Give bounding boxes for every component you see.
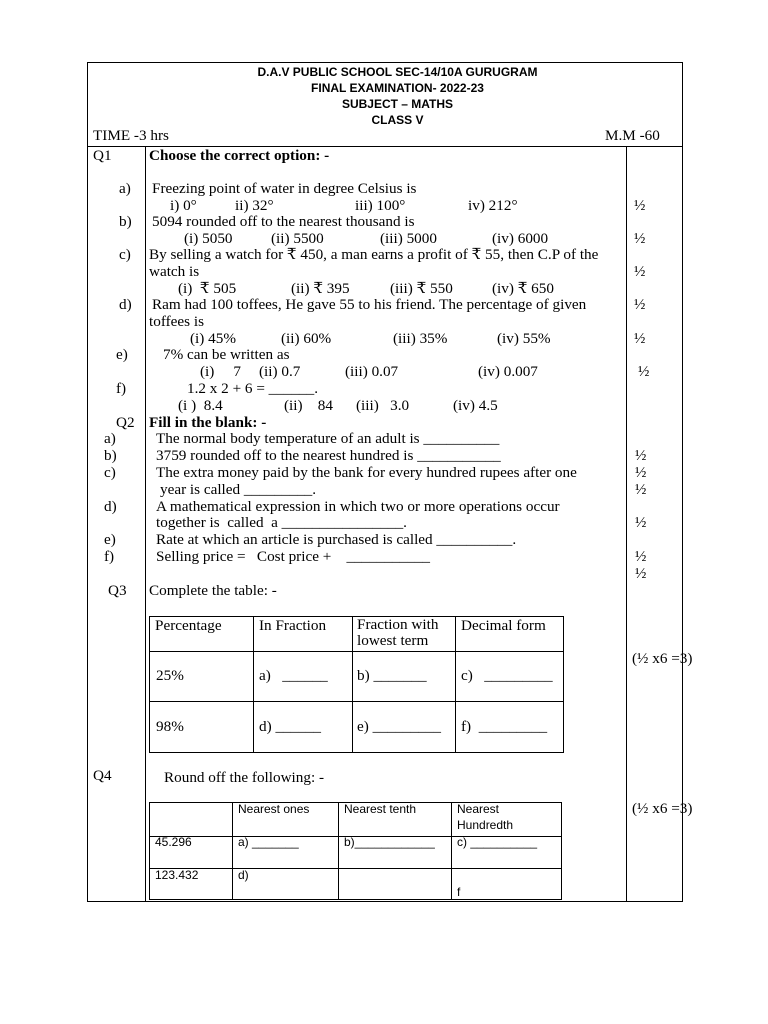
q4-cell: d) xyxy=(238,868,249,882)
q3-cell: c) _________ xyxy=(461,667,553,684)
exam-title: FINAL EXAMINATION- 2022-23 xyxy=(311,81,484,95)
q1c-option-i: (i) ₹ 505 xyxy=(178,280,237,297)
q1a-option-iii: iii) 100° xyxy=(355,197,406,214)
q2-mark: ½ xyxy=(635,464,647,481)
q1-mark: ½ xyxy=(638,363,650,380)
q1e-option-ii: (ii) 0.7 xyxy=(259,363,301,380)
q4-table-column-line xyxy=(451,802,452,900)
q1d-label: d) xyxy=(119,296,132,313)
q4-table-column-line xyxy=(232,802,233,900)
q4-marks: (½ x6 =3) xyxy=(632,800,693,817)
q3-header-percentage: Percentage xyxy=(155,617,222,634)
q2f-question: Selling price = Cost price + ___________ xyxy=(156,548,431,565)
q1d-option-i: (i) 45% xyxy=(190,330,236,347)
q2-mark: ½ xyxy=(635,565,647,582)
q1f-option-ii: (ii) 84 xyxy=(284,397,333,414)
q4-header-nearest-hundredth: Nearest Hundredth xyxy=(457,802,514,832)
q2-number: Q2 xyxy=(116,414,135,431)
q1b-option-iii: (iii) 5000 xyxy=(380,230,437,247)
q1e-option-iii: (iii) 0.07 xyxy=(345,363,399,380)
q1-mark: ½ xyxy=(634,197,646,214)
q4-table-row-line xyxy=(149,868,562,869)
q3-number: Q3 xyxy=(108,582,127,599)
q3-table-column-line xyxy=(352,616,353,753)
q1a-option-i: i) 0° xyxy=(170,197,197,214)
q1b-question: 5094 rounded off to the nearest thousand is xyxy=(152,213,415,230)
q2d-question-line-2: together is called a ________________. xyxy=(156,514,407,531)
q3-cell: f) _________ xyxy=(461,718,548,735)
q1f-option-i: (i ) 8.4 xyxy=(178,397,223,414)
q2-mark: ½ xyxy=(635,447,647,464)
q1d-question-line-1: Ram had 100 toffees, He gave 55 to his friend. The percentage of given xyxy=(152,296,587,313)
q1c-label: c) xyxy=(119,246,131,263)
q2c-label: c) xyxy=(104,464,116,481)
q2-mark: ½ xyxy=(635,548,647,565)
q1d-option-ii: (ii) 60% xyxy=(281,330,332,347)
q3-instruction: Complete the table: - xyxy=(149,582,277,599)
q1b-option-ii: (ii) 5500 xyxy=(271,230,324,247)
q1-mark: ½ xyxy=(634,230,646,247)
q4-cell-number: 123.432 xyxy=(155,868,199,882)
class-title: CLASS V xyxy=(371,113,424,127)
q3-header-decimal-form: Decimal form xyxy=(461,617,546,634)
q1e-option-i: (i) 7 xyxy=(200,363,241,380)
q1c-option-ii: (ii) ₹ 395 xyxy=(291,280,350,297)
q2a-question: The normal body temperature of an adult is __________ xyxy=(156,430,500,447)
q4-cell-number: 45.296 xyxy=(155,835,192,849)
q3-cell: 25% xyxy=(156,667,184,684)
q3-marks: (½ x6 =3) xyxy=(632,650,693,667)
school-name: D.A.V PUBLIC SCHOOL SEC-14/10A GURUGRAM xyxy=(257,65,538,79)
q1-mark: ½ xyxy=(634,263,646,280)
q3-header-lowest-term: Fraction with lowest term xyxy=(357,616,439,649)
q1a-question: Freezing point of water in degree Celsius is xyxy=(152,180,417,197)
q2f-label: f) xyxy=(104,548,115,565)
q2-instruction: Fill in the blank: - xyxy=(149,414,267,431)
q4-cell: b)____________ xyxy=(344,835,435,849)
q1-mark: ½ xyxy=(634,330,646,347)
q1-mark: ½ xyxy=(634,296,646,313)
q4-header-nearest-tenth: Nearest tenth xyxy=(344,802,417,816)
q1d-option-iii: (iii) 35% xyxy=(393,330,448,347)
q1a-label: a) xyxy=(119,180,131,197)
q2b-question: 3759 rounded off to the nearest hundred is ___________ xyxy=(156,447,501,464)
q1a-option-iv: iv) 212° xyxy=(468,197,518,214)
q1c-option-iii: (iii) ₹ 550 xyxy=(390,280,453,297)
q1c-option-iv: (iv) ₹ 650 xyxy=(492,280,554,297)
q3-cell: 98% xyxy=(156,718,184,735)
time-allowed: TIME -3 hrs xyxy=(93,127,169,144)
q1-instruction: Choose the correct option: - xyxy=(149,147,330,164)
q2c-question-line-1: The extra money paid by the bank for every hundred rupees after one xyxy=(156,464,577,481)
q4-table-column-line xyxy=(338,802,339,900)
q1c-question-line-1: By selling a watch for ₹ 450, a man earns a profit of ₹ 55, then C.P of the xyxy=(149,246,599,263)
question-number-column-divider xyxy=(145,146,146,901)
q2e-label: e) xyxy=(104,531,116,548)
q1f-option-iii: (iii) 3.0 xyxy=(356,397,410,414)
q2-mark: ½ xyxy=(635,481,647,498)
q1c-question-line-2: watch is xyxy=(149,263,200,280)
q2d-question-line-1: A mathematical expression in which two or more operations occur xyxy=(156,498,560,515)
q1a-option-ii: ii) 32° xyxy=(235,197,274,214)
q1e-question: 7% can be written as xyxy=(163,346,290,363)
q1b-option-i: (i) 5050 xyxy=(184,230,233,247)
marks-column-divider xyxy=(626,146,627,901)
q2-mark: ½ xyxy=(635,514,647,531)
q4-header-nearest-ones: Nearest ones xyxy=(238,802,310,816)
q3-cell: a) ______ xyxy=(259,667,328,684)
q2b-label: b) xyxy=(104,447,117,464)
q4-cell: a) _______ xyxy=(238,835,299,849)
q4-instruction: Round off the following: - xyxy=(164,769,325,786)
q1f-question: 1.2 x 2 + 6 = ______. xyxy=(187,380,319,397)
q3-cell: d) ______ xyxy=(259,718,322,735)
subject-title: SUBJECT – MATHS xyxy=(341,97,454,111)
q3-cell: b) _______ xyxy=(357,667,427,684)
q4-cell: c) __________ xyxy=(457,835,538,849)
q1-number: Q1 xyxy=(93,147,112,164)
q3-table-column-line xyxy=(253,616,254,753)
q3-table-row-line xyxy=(149,701,564,702)
q2e-question: Rate at which an article is purchased is called __________. xyxy=(156,531,517,548)
q3-cell: e) _________ xyxy=(357,718,441,735)
q2d-label: d) xyxy=(104,498,117,515)
q3-header-in-fraction: In Fraction xyxy=(259,617,327,634)
q1d-question-line-2: toffees is xyxy=(149,313,204,330)
q1d-option-iv: (iv) 55% xyxy=(497,330,551,347)
q1b-option-iv: (iv) 6000 xyxy=(492,230,549,247)
q4-number: Q4 xyxy=(93,767,112,784)
q3-table-column-line xyxy=(455,616,456,753)
q4-cell: f xyxy=(457,885,461,899)
q1f-label: f) xyxy=(116,380,127,397)
q3-table-row-line xyxy=(149,651,564,652)
q1e-label: e) xyxy=(116,346,128,363)
q1f-option-iv: (iv) 4.5 xyxy=(453,397,498,414)
maximum-marks: M.M -60 xyxy=(605,127,660,144)
q1b-label: b) xyxy=(119,213,132,230)
q2c-question-line-2: year is called _________. xyxy=(160,481,317,498)
q2a-label: a) xyxy=(104,430,116,447)
q1e-option-iv: (iv) 0.007 xyxy=(478,363,538,380)
